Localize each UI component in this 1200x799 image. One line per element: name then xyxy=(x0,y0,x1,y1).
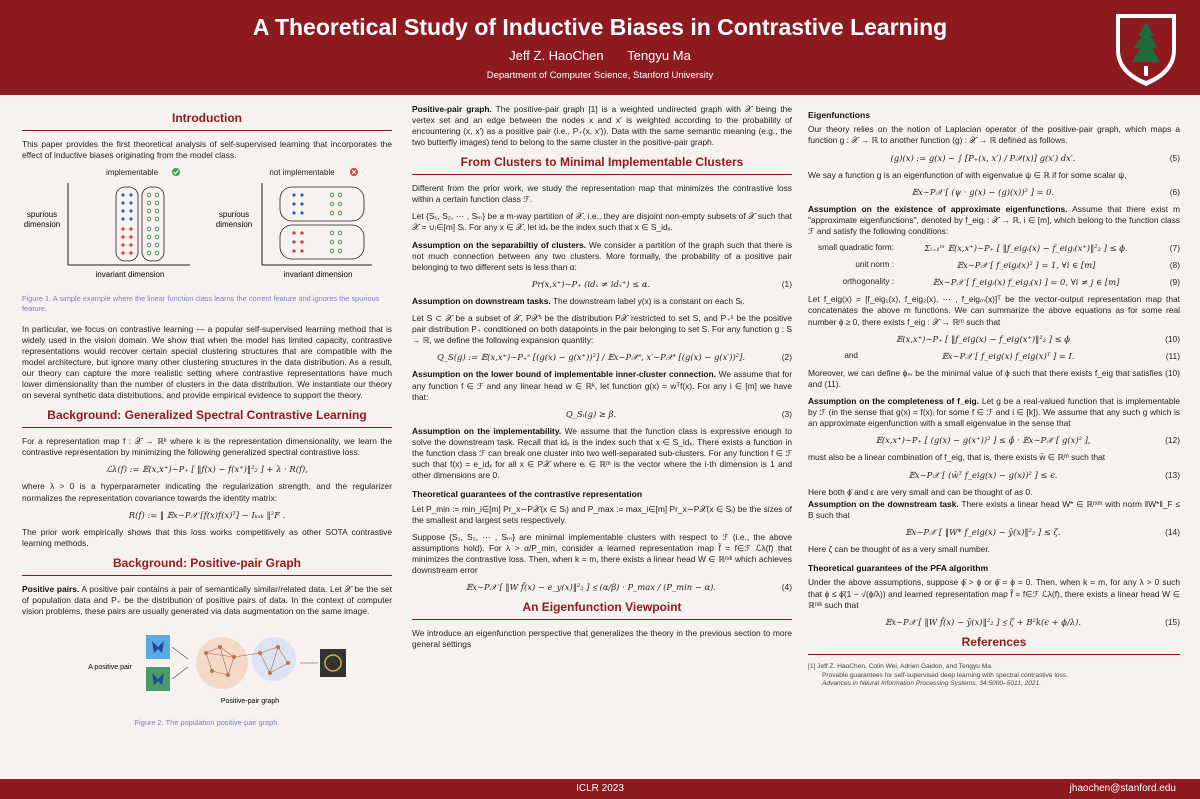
eigen-paragraph-5: must also be a linear combination of f_eig, that is, there exists w̄ ∈ ℝᵐ such that xyxy=(808,452,1106,463)
eigen-paragraph-1: Our theory relies on the notion of Laplacian operator of the positive-pair graph, which maps a function g : 𝒳 → ℝ to another function (g) : 𝒳 → ℝ defined as follows. xyxy=(808,124,1180,146)
fig1-ylabel-right-2: dimension xyxy=(215,220,253,230)
equation-9: orthogonality : 𝔼x∼P𝒳 [ f_eigᵢ(x) f_eigⱼ(x) ] = 0, ∀i ≠ j ∈ [m] (9) xyxy=(842,277,1180,288)
pair-graph-heading: Background: Positive-pair Graph xyxy=(22,556,392,576)
affiliation: Department of Computer Science, Stanford University xyxy=(486,70,714,81)
column-right xyxy=(808,104,1180,774)
figure-1-caption: Figure 1. A simple example where the linear function class learns the correct feature and ignores the spurious feature. xyxy=(22,294,380,313)
contact-email[interactable]: jhaochen@stanford.edu xyxy=(1069,783,1176,794)
fig1-xlabel-right: invariant dimension xyxy=(283,270,353,280)
pfa-guarantees-heading: Theoretical guarantees of the PFA algorithm xyxy=(808,563,989,574)
author-2: Tengyu Ma xyxy=(627,48,691,63)
equation-5: (g)(x) := g(x) − ∫ [P₊(x, x′) / P𝒳(x)] g(x′) dx′. (5) xyxy=(890,152,1180,163)
cluster-blob-1 xyxy=(196,637,248,689)
theory-paragraph-1: Let P_min := min_i∈[m] Pr_x∼P𝒳(x ∈ Sᵢ) and P_max := max_i∈[m] Pr_x∼P𝒳(x ∈ Sᵢ) be the sizes of the smallest and largest sets respectively. xyxy=(412,503,792,525)
column-left xyxy=(22,104,392,774)
clusters-heading: From Clusters to Minimal Implementable Clusters xyxy=(412,155,792,175)
equation-13: 𝔼x∼P𝒳 [ (w̄ᵀ f_eig(x) − g(x))² ] ≤ ϵ. (13) xyxy=(908,469,1180,480)
author-1: Jeff Z. HaoChen xyxy=(509,48,604,63)
poster-footer xyxy=(0,779,1200,799)
fig1-ylabel-left-1: spurious xyxy=(26,210,58,220)
equation-10: 𝔼(x,x⁺)∼P₊ [ ‖f_eig(x) − f_eig(x⁺)‖²₂ ] ≤ ϕ (10) xyxy=(895,333,1180,344)
figure-2 xyxy=(22,623,392,711)
fig1-right-title: not implementable xyxy=(269,168,335,178)
assumption-implementability: Assumption on the implementability. We assume that the function class is expressive enough to solve the downstream task. Recall that idₓ is the index such that x ∈ S_idₓ. There exists a function in the function class ℱ can break one cluster into two well-separated sub-clusters. For any function f ∈ ℱ such that f(x) = e_idₓ for all x ∈ P𝒳 where eᵢ ∈ ℝᵐ is the vector where the i-th dimension is 1 and other dimensions are 0. xyxy=(412,425,792,481)
fig1-xlabel-left: invariant dimension xyxy=(95,270,165,280)
watch-image-icon xyxy=(320,649,346,677)
eigenfunctions-heading: Eigenfunctions xyxy=(808,110,871,120)
eigen-paragraph-2: We say a function g is an eigenfunction of with eigenvalue ψ ∈ ℝ if for some scalar ψ, xyxy=(808,169,1127,180)
conference-label: ICLR 2023 xyxy=(576,783,624,794)
fig1-ylabel-right-1: spurious xyxy=(218,210,250,220)
figure-2-caption: Figure 2. The population positive-pair graph. xyxy=(134,718,280,728)
equation-4: 𝔼x∼P𝒳 [ ‖W f̂(x) − e_y(x)‖²₂ ] ≲ (α/β) · P_max / (P_min − α). (4) xyxy=(465,582,792,593)
references-heading: References xyxy=(808,635,1180,655)
spectral-paragraph-3: The prior work empirically shows that this loss works competitively as other SOTA contrastive learning methods. xyxy=(22,526,392,548)
poster-header xyxy=(0,0,1200,95)
clusters-paragraph-1: Different from the prior work, we study the representation map that minimizes the contrastive loss within a certain function class ℱ. xyxy=(412,183,792,205)
pfa-paragraph: Under the above assumptions, suppose ϕ̄ > ϕ or ϕ̄ = ϕ = 0. Then, when k = m, for any λ > 0 such that ϕ ≤ ϕ̄(1 − √(ϕ/λ)) and learned representation map f̂ = f∈ℱ ℒλ(f), there exists a linear head W ∈ ℝʳˣᵏ such that xyxy=(808,577,1180,610)
eigenfunction-viewpoint-paragraph: We introduce an eigenfunction perspective that generalizes the theory in the previous section to more general settings xyxy=(412,628,792,650)
pair-graph-definition: Positive-pair graph. The positive-pair graph [1] is a weighted undirected graph with 𝒳 being the vertex set and an edge between the nodes x and x′ is weighted according to the probability of encountering (x, x′) as a positive pair (i.e., P₊(x, x′)). Data with the same semantic meaning (e.g., the two butterfly images) tend to belong to the same cluster in the positive-pair graph. xyxy=(412,104,792,148)
theory-paragraph-2: Suppose {S₁, S₂, ⋯ , Sₘ} are minimal implementable clusters with respect to ℱ (i.e., the above assumptions hold). For λ > α/P_min, consider a learned representation map f̂ = f∈ℱ ℒλ(f) that minimizes the contrastive loss. Then, when k = m, there exists a linear head W ∈ ℝʳˣᵏ which achieves downstream error xyxy=(412,531,792,576)
equation-6: 𝔼x∼P𝒳 [ (ψ · g(x) − (g)(x))² ] = 0. (6) xyxy=(911,186,1180,197)
intro-paragraph-2: In particular, we focus on contrastive learning — a popular self-supervised learning method that is widely used in the vision domain. We show that when the model has limited capacity, contrastive representations would recover certain special clustering structures that are compatible with the model architecture, but ignore many other clustering structures in the data distribution. As a result, our theory can capture the more realistic setting where contrastive representations have much lower dimensionality than the number of clusters in the data distribution. We instantiate our theory on several synthetic data distributions, and provide empirical evidence to support the theory. xyxy=(22,323,392,401)
eigen-paragraph-4: Moreover, we can define ϕₘ be the minimal value of ϕ such that there exists f_eig that satisfies (10) and (11). xyxy=(808,367,1180,389)
intro-paragraph-1: This paper provides the first theoretical analysis of self-supervised learning that incorporates the effect of inductive biases originating from the model class. xyxy=(22,138,392,160)
equation-8: unit norm : 𝔼x∼P𝒳 [ f_eigᵢ(x)² ] = 1, ∀i ∈ [m] (8) xyxy=(855,260,1180,271)
equation-7: small quadratic form: Σᵢ₌₁ᵐ 𝔼(x,x⁺)∼P₊ [ ‖f_eigᵢ(x) − f_eigᵢ(x⁺)‖²₂ ] ≤ ϕ. (7) xyxy=(818,243,1180,254)
assumption-approx-eigen: Assumption on the existence of approximate eigenfunctions. Assume that there exist m "approximate eigenfunctions", denoted by f_eigᵢ : 𝒳 → ℝ, i ∈ [m], which belong to the function class ℱ and satisfy the following conditions: xyxy=(808,203,1180,236)
column-middle xyxy=(412,104,792,774)
theory-guarantees-heading: Theoretical guarantees of the contrastive representation xyxy=(412,489,643,500)
spectral-paragraph-1: For a representation map f : 𝒳 → ℝᵏ where k is the representation dimensionality, we learn the contrastive representation by minimizing the following generalized spectral contrastive loss: xyxy=(22,436,392,458)
assumption-completeness: Assumption on the completeness of f_eig. Let g be a real-valued function that is implementable by ℱ (in the sense that g(x) = f(x)ᵢ for some f ∈ ℱ and i ∈ [k]). We assume that any such g which is an approximate eigenfunction with a small eigenvalue in the sense that xyxy=(808,396,1180,429)
assumption-downstream: Assumption on downstream tasks. The downstream label y(x) is a constant on each Sᵢ. xyxy=(412,295,745,306)
figure-1 xyxy=(22,167,392,287)
equation-14: 𝔼x∼P𝒳 [ ‖W* f_eig(x) − ȳ(x)‖²₂ ] ≤ ζ. (14) xyxy=(905,526,1180,537)
check-icon xyxy=(172,168,180,176)
fig1-left-title: implementable xyxy=(105,168,159,178)
clusters-paragraph-3: Let S ⊂ 𝒳 be a subset of 𝒳, P𝒳ˢ be the distribution P𝒳 restricted to set S, and P₊ˢ be the positive pair distribution P₊ conditioned on both datapoints in the pair belonging to set S. For any function g : S → ℝ, we define the following expansion quantity: xyxy=(412,313,792,346)
fig2-positive-pair-label: A positive pair xyxy=(88,663,132,671)
equation-12: 𝔼(x,x⁺)∼P₊ [ (g(x) − g(x⁺))² ] ≤ ϕ̄ · 𝔼x∼P𝒳 [ g(x)² ], (12) xyxy=(875,435,1180,446)
spectral-heading: Background: Generalized Spectral Contrastive Learning xyxy=(22,408,392,428)
regularizer-equation: R(f) := ‖ 𝔼x∼P𝒳 [f(x)f(x)ᵀ] − Iₖₓₖ ‖²F . xyxy=(128,509,286,520)
equation-3: Q_Sᵢ(g) ≥ β. (3) xyxy=(565,408,792,419)
spectral-paragraph-2: where λ > 0 is a hyperparameter indicating the regularization strength, and the regularizer normalizes the representation covariance towards the identity matrix: xyxy=(22,481,392,503)
poster-title: A Theoretical Study of Inductive Biases in Contrastive Learning xyxy=(252,14,948,40)
assumption-lower-bound: Assumption on the lower bound of implementable inner-cluster connection. We assume that for any function f ∈ ℱ and any linear head w ∈ ℝᵏ, let function g(x) = wᵀf(x). For any i ∈ [m] we have that: xyxy=(412,369,792,402)
eigen-paragraph-3: Let f_eig(x) = [f_eig₁(x), f_eig₂(x), ⋯ , f_eigₘ(x)]ᵀ be the vector-output representation map that concatenates the above m functions. We can summarize the above equations as for some real number ϕ ≥ 0, there exists f_eig : 𝒳 → ℝᵐ such that xyxy=(808,294,1180,327)
assumption-downstream-task: Assumption on the downstream task. There exists a linear head W* ∈ ℝʳˣᵐ with norm ‖W*‖_F ≤ B such that xyxy=(808,498,1180,520)
fig1-ylabel-left-2: dimension xyxy=(23,220,61,230)
assumption-separability: Assumption on the separabiltiy of clusters. We consider a partition of the graph such that there is not much connection between any two clusters. More formally, the probability of a positive pair belonging to two different sets is less than α: xyxy=(412,239,792,272)
equation-15: 𝔼x∼P𝒳 [ ‖W f̂(x) − ȳ(x)‖²₂ ] ≲ ζ + B²k(ϵ + ϕ/λ). (15) xyxy=(884,616,1180,627)
eigenfunction-viewpoint-heading: An Eigenfunction Viewpoint xyxy=(412,600,792,620)
pair-graph-paragraph: Positive pairs. A positive pair contains a pair of semantically similar/related data. Let 𝒳 be the set of population data and P₊ be the distribution of positive pairs of data. In the context of computer vision problems, these pairs are usually generated via data augmentation on the same image. xyxy=(22,583,392,616)
reference-1: [1] Jeff Z. HaoChen, Colin Wei, Adrien Gaidon, and Tengyu Ma. Provable guarantees for self-supervised deep learning with spectral contrastive loss. Advances in Neural Information Processing Systems, 34:5000–5011, 2021. xyxy=(808,662,1068,688)
eigen-paragraph-6: Here both ϕ̄ and ϵ are very small and can be thought of as 0. xyxy=(808,486,1033,497)
spectral-loss-equation: ℒλ(f) := 𝔼(x,x⁺)∼P₊ [ ‖f(x) − f(x⁺)‖²₂ ] + λ · R(f), xyxy=(106,464,308,475)
equation-2: Q_S(g) := 𝔼(x,x⁺)∼P₊ˢ [(g(x) − g(x⁺))²] / 𝔼x∼P𝒳ˢ, x′∼P𝒳ˢ [(g(x) − g(x′))²]. (2) xyxy=(436,352,792,363)
stanford-logo-icon xyxy=(1110,10,1182,88)
equation-1: Pr(x,x⁺)∼P₊ (idₓ ≠ idₓ⁺) ≤ α. (1) xyxy=(531,278,792,289)
eigen-paragraph-7: Here ζ can be thought of as a very small number. xyxy=(808,543,990,554)
intro-heading: Introduction xyxy=(22,111,392,131)
fig2-graph-label: Positive-pair graph xyxy=(220,697,280,705)
equation-11: and 𝔼x∼P𝒳 [ f_eig(x) f_eig(x)ᵀ ] = I. (11) xyxy=(844,350,1180,361)
author-line xyxy=(0,48,1200,63)
clusters-paragraph-2: Let {S₁, S₂, ⋯ , Sₘ} be a m-way partition of 𝒳, i.e., they are disjoint non-empty subsets of 𝒳 such that 𝒳 = ∪ᵢ∈[m] Sᵢ. For any x ∈ 𝒳, let idₓ be the index such that x ∈ S_idₓ. xyxy=(412,211,792,233)
